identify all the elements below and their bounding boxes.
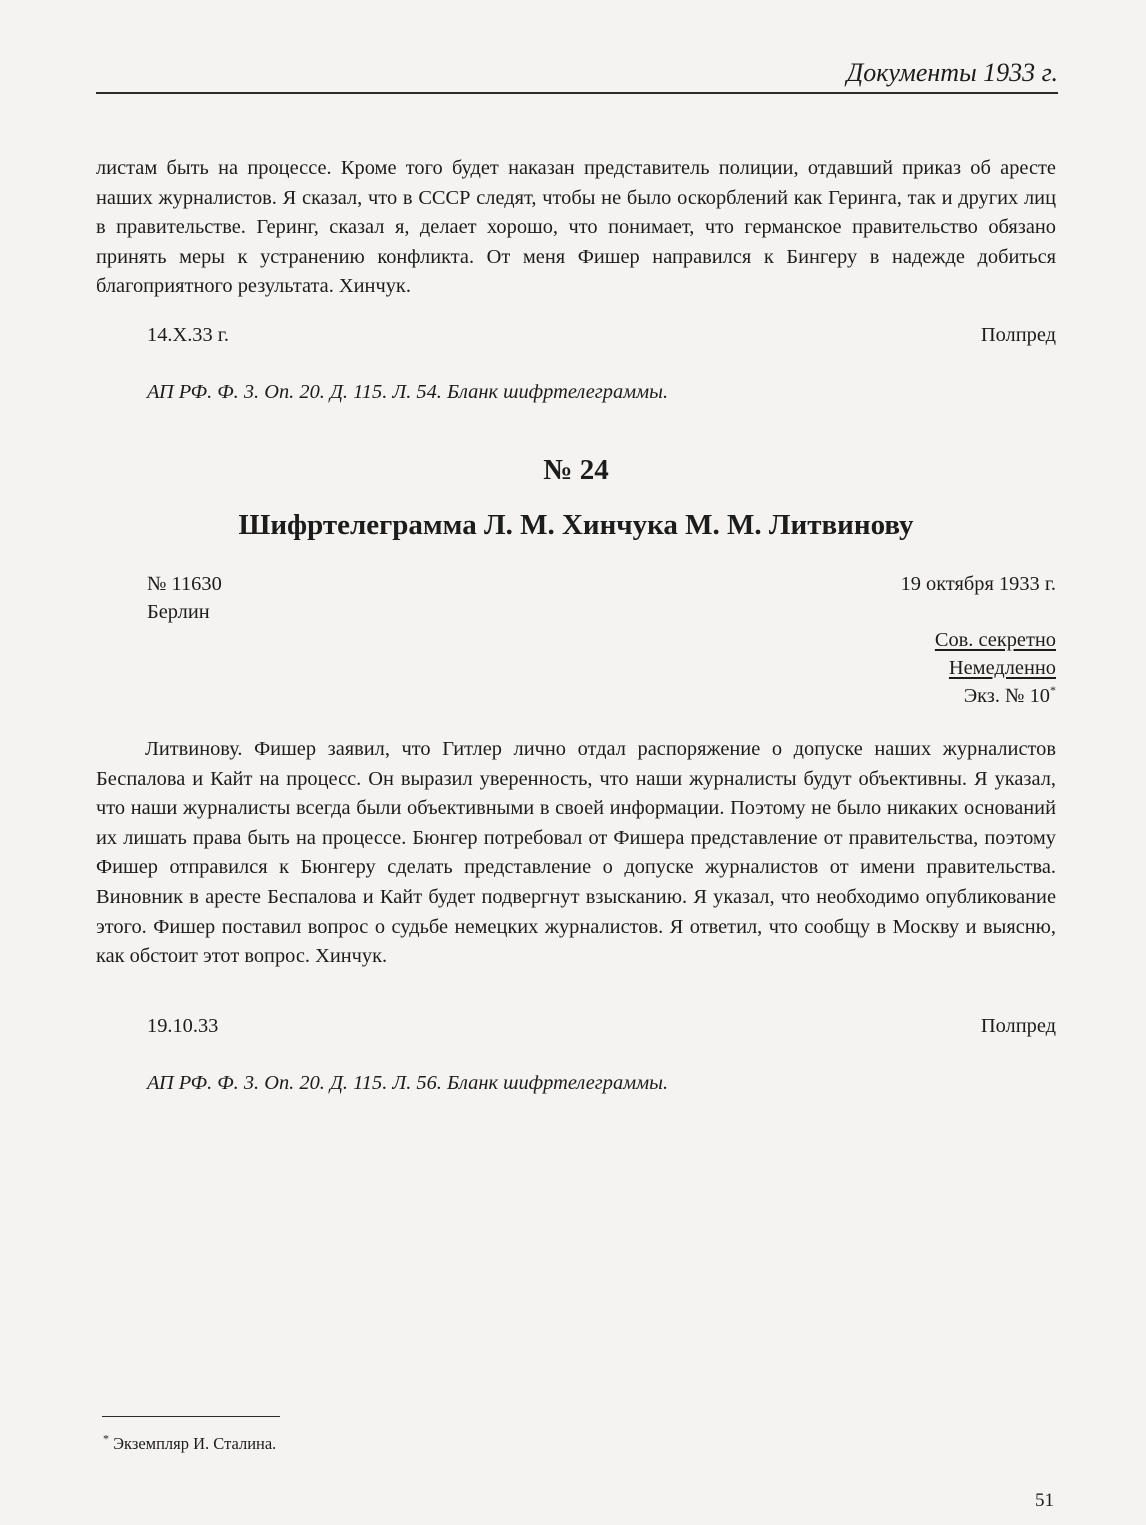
document-signature: Полпред — [980, 1015, 1056, 1037]
page-number: 51 — [1035, 1490, 1054, 1511]
urgency-stamp — [949, 654, 1056, 682]
copy-number-text: Экз. № 10 — [963, 685, 1050, 707]
previous-document-text-block — [96, 154, 1056, 302]
document-title: Шифртелеграмма Л. М. Хинчука М. М. Литвинову — [238, 509, 914, 541]
footnote — [103, 1433, 276, 1455]
document-date: 19 октября 1933 г. — [900, 573, 1056, 595]
document-number-heading: № 24 — [543, 454, 609, 486]
previous-document-paragraph: листам быть на процессе. Кроме того будет наказан представитель полиции, отдавший приказ об аресте наших журналистов. Я сказал, что в СССР следят, чтобы не было оскорблений как Геринга, так и других лиц в правительстве. Геринг, сказал я, делает хорошо, что понимает, что германское правительство обязано принять меры к устранению конфликта. От меня Фишер направился к Бингеру в надежде добиться благоприятного результата. Хинчук. — [96, 157, 1056, 298]
previous-document-date: 14.X.33 г. — [147, 324, 229, 346]
footnote-mark: * — [103, 1431, 109, 1446]
header-rule — [96, 92, 1058, 94]
signature-date: 19.10.33 — [147, 1015, 219, 1037]
running-head: Документы 1933 г. — [846, 58, 1058, 87]
urgency-stamp-text: Немедленно — [948, 657, 1056, 679]
previous-document-signature: Полпред — [980, 324, 1056, 346]
document-place: Берлин — [147, 601, 210, 623]
copy-footnote-mark: * — [1050, 683, 1056, 698]
previous-document-source: АП РФ. Ф. 3. Оп. 20. Д. 115. Л. 54. Бланк шифртелеграммы. — [147, 381, 669, 403]
copy-number — [964, 682, 1056, 710]
document-source: АП РФ. Ф. 3. Оп. 20. Д. 115. Л. 56. Бланк шифртелеграммы. — [147, 1072, 669, 1094]
document-body-block — [96, 735, 1056, 972]
footnote-text: Экземпляр И. Сталина. — [113, 1434, 277, 1453]
secrecy-stamp — [935, 626, 1056, 654]
registration-number: № 11630 — [147, 573, 222, 595]
document-body-paragraph: Литвинову. Фишер заявил, что Гитлер лично отдал распоряжение о допуске наших журналистов Беспалова и Кайт на процесс. Он выразил уверенность, что наши журналисты будут объективны. Я указал, что наши журналисты всегда были объективными в своей информации. Поэтому не было никаких оснований их лишать права быть на процессе. Бюнгер потребовал от Фишера представление от правительства, поэтому Фишер отправился к Бюнгеру сделать представление о допуске журналистов от имени правительства. Виновник в аресте Беспалова и Кайт будет подвергнут взысканию. Я указал, что необходимо опубликование этого. Фишер поставил вопрос о судьбе немецких журналистов. Я ответил, что сообщу в Москву и выясню, как обстоит этот вопрос. Хинчук. — [96, 738, 1056, 968]
secrecy-stamp-text: Сов. секретно — [934, 629, 1056, 651]
footnote-rule — [102, 1416, 280, 1417]
